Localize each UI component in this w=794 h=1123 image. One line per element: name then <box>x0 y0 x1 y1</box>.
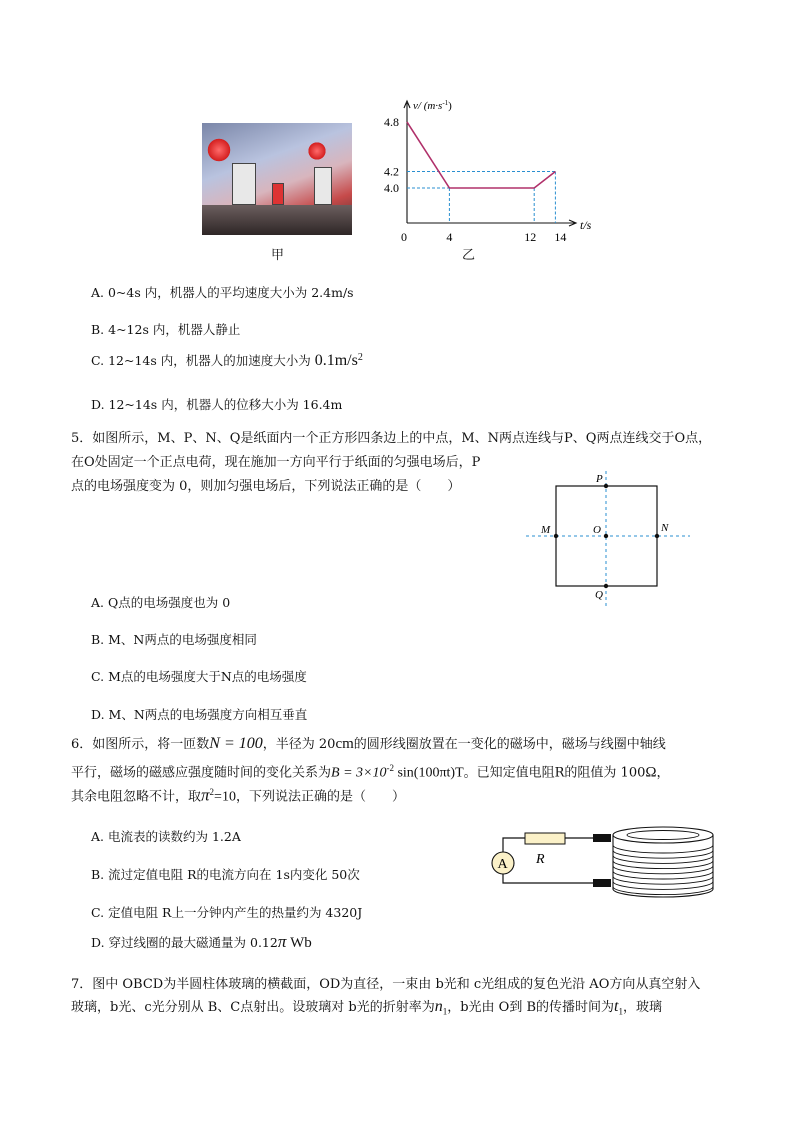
point-q <box>604 584 608 588</box>
connector-bottom <box>593 879 611 887</box>
q4-option-a: A. 0~4s 内，机器人的平均速度大小为 2.4m/s <box>91 285 354 300</box>
q5-stem-line2: 在O处固定一个正点电荷，现在施加一方向平行于纸面的匀强电场后，P <box>71 455 481 470</box>
coil-turn <box>613 866 713 874</box>
q5-stem-line1: 5．如图所示，M、P、N、Q是纸面内一个正方形四条边上的中点，M、N两点连线与P、Q两点连线交于O点， <box>71 431 712 446</box>
y-tick-label: 4.2 <box>384 164 399 179</box>
q5-option-b: B. M、N两点的电场强度相同 <box>91 632 257 647</box>
coil-turn <box>613 845 713 853</box>
point-n <box>655 534 659 538</box>
q5-stem-line3: 点的电场强度变为 0，则加匀强电场后，下列说法正确的是（ ） <box>71 479 461 494</box>
x-tick-label: 0 <box>401 230 407 244</box>
q6-option-a: A. 电流表的读数约为 1.2A <box>91 829 241 844</box>
q6-stem-line3: 其余电阻忽略不计，取$\pi^2=10$，下列说法正确的是（ ） <box>71 785 405 805</box>
velocity-line <box>407 122 555 188</box>
q6-stem-line1: 6．如图所示，将一匝数N = 100，半径为 20cm的圆形线圈放置在一变化的磁场中，磁场与线圈中轴线 <box>71 735 666 752</box>
coil-turn <box>613 855 713 863</box>
resistor-r <box>525 833 565 844</box>
q7-stem-line1: 7．图中 OBCD为半圆柱体玻璃的横截面，OD为直径，一束由 b光和 c光组成的复色光沿 AO方向从真空射入 <box>71 977 701 992</box>
q4-option-c: C. 12~14s 内，机器人的加速度大小为 $0.1m/s^2$ <box>91 351 363 369</box>
square-field-diagram <box>520 468 700 608</box>
q6-option-b: B. 流过定值电阻 R的电流方向在 1s内变化 50次 <box>91 867 360 882</box>
coil-turn <box>613 871 713 879</box>
robot-dance-photo <box>202 123 352 235</box>
velocity-time-graph <box>370 95 600 250</box>
label-o: O <box>593 524 601 536</box>
coil-turn <box>613 881 713 889</box>
coil-turn <box>613 887 713 895</box>
connector-top <box>593 834 611 842</box>
x-tick-label: 12 <box>524 230 537 244</box>
q4-option-b: B. 4~12s 内，机器人静止 <box>91 322 241 337</box>
ammeter-label: A <box>497 857 508 872</box>
x-tick-label: 4 <box>446 230 453 244</box>
q7-stem-line2: 玻璃，b光、c光分别从 B、C点射出。设玻璃对 b光的折射率为$n_1$，b光由 O到 B的传播时间为$t_1$，玻璃 <box>71 998 662 1017</box>
q5-option-a: A. Q点的电场强度也为 0 <box>91 595 231 610</box>
label-n: N <box>661 522 669 534</box>
coil-turn <box>613 876 713 884</box>
point-o <box>604 534 608 538</box>
label-q: Q <box>595 589 603 601</box>
figure-label-yi: 乙 <box>462 248 476 263</box>
q6-stem-line2: 平行，磁场的磁感应强度随时间的变化关系为$B = 3\times 10^{-2}$ sin(100πt)T。已知定值电阻R的阻值为 100Ω， <box>71 763 670 781</box>
y-tick-label: 4.8 <box>384 115 399 129</box>
coil-icon <box>613 827 713 897</box>
q4-option-d: D. 12~14s 内，机器人的位移大小为 16.4m <box>91 397 343 412</box>
q6-option-c: C. 定值电阻 R上一分钟内产生的热量约为 4320J <box>91 905 363 920</box>
q6-option-d: D. 穿过线圈的最大磁通量为 0.12π Wb <box>91 932 312 951</box>
y-axis-label: v/ $(m\cdot s^{-1})$ <box>413 99 452 112</box>
label-p: P <box>596 473 603 485</box>
x-tick-label: 14 <box>554 230 567 244</box>
figure-label-jia: 甲 <box>271 248 285 263</box>
resistor-label: R <box>536 852 545 867</box>
point-m <box>554 534 558 538</box>
point-p <box>604 484 608 488</box>
coil-circuit-diagram <box>485 823 725 903</box>
q5-option-d: D. M、N两点的电场强度方向相互垂直 <box>91 707 308 722</box>
label-m: M <box>541 524 551 536</box>
q5-option-c: C. M点的电场强度大于N点的电场强度 <box>91 669 307 684</box>
coil-turn <box>613 861 713 869</box>
coil-turn <box>613 850 713 858</box>
y-tick-label: 4.0 <box>384 181 399 195</box>
x-axis-label: t/s <box>580 218 592 232</box>
